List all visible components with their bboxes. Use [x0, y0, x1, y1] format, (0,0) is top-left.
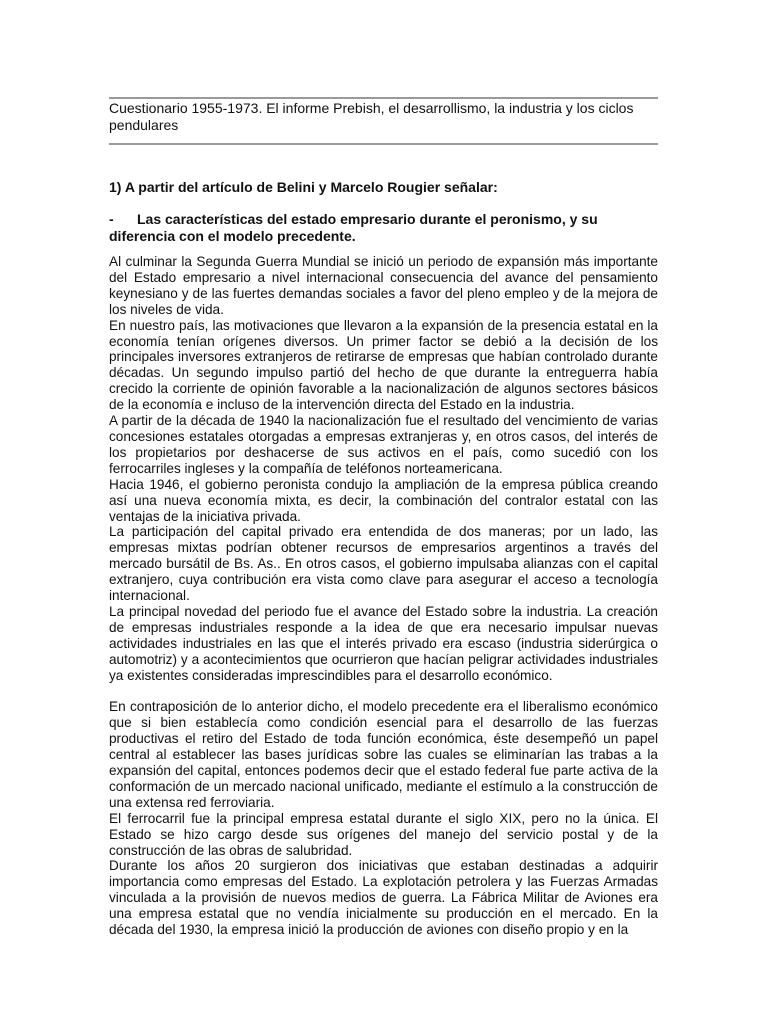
paragraph: Durante los años 20 surgieron dos iniciativas que estaban destinadas a adquirir importancia como empresas del Estado. La explotación petrolera y las Fuerzas Armadas vinculada a la provisión de nuevos medios de guerra. La Fábrica Militar de Aviones era una empresa estatal que no vendía inicialmente su producción en el mercado. En la década del 1930, la empresa inició la producción de aviones con diseño propio y en la — [109, 858, 658, 938]
paragraph: El ferrocarril fue la principal empresa estatal durante el siglo XIX, pero no la única. El Estado se hizo cargo desde sus orígenes del manejo del servicio postal y de la construcción de las obras de salubridad. — [109, 810, 658, 858]
sub-question-text: Las características del estado empresario durante el peronismo, y su diferencia con el modelo precedente. — [109, 211, 598, 244]
paragraph: Hacia 1946, el gobierno peronista condujo la ampliación de la empresa pública creando así una nueva economía mixta, es decir, la combinación del contralor estatal con las ventajas de la iniciativa privada. — [109, 476, 658, 524]
paragraph: A partir de la década de 1940 la nacionalización fue el resultado del vencimiento de varias concesiones estatales otorgadas a empresas extranjeras y, en otros casos, del interés de los propietarios por deshacerse de sus activos en el país, como sucedió con los ferrocarriles ingleses y la compañía de teléfonos norteamericana. — [109, 413, 658, 476]
paragraph: En nuestro país, las motivaciones que llevaron a la expansión de la presencia estatal en la economía tenían orígenes diversos. Un primer factor se debió a la decisión de los principales inversores extranjeros de retirarse de empresas que habían controlado durante décadas. Un segundo impulso partió del hecho de que durante la entreguerra había crecido la corriente de opinión favorable a la nacionalización de algunos sectores básicos de la economía e incluso de la intervención directa del Estado en la industria. — [109, 317, 658, 413]
header-top-rule — [109, 97, 658, 99]
paragraph: La participación del capital privado era entendida de dos maneras; por un lado, las empresas mixtas podrían obtener recursos de empresarios argentinos a través del mercado bursátil de Bs. As.. En otros casos, el gobierno impulsaba alianzas con el capital extranjero, cuya contribución era vista como clave para asegurar el acceso a tecnología internacional. — [109, 524, 658, 604]
document-title: Cuestionario 1955-1973. El informe Prebish, el desarrollismo, la industria y los ciclos pendulares — [109, 100, 634, 133]
sub-question-heading — [109, 211, 658, 245]
header-bottom-rule — [109, 143, 658, 145]
paragraph: Al culminar la Segunda Guerra Mundial se inició un periodo de expansión más importante del Estado empresario a nivel internacional consecuencia del avance del pensamiento keynesiano y de las fuertes demandas sociales a favor del pleno empleo y de la mejora de los niveles de vida. — [109, 254, 658, 317]
paragraph: En contraposición de lo anterior dicho, el modelo precedente era el liberalismo económico que si bien establecía como condición esencial para el desarrollo de las fuerzas productivas el retiro del Estado de toda función económica, éste desempeñó un papel central al establecer las bases jurídicas sobre las cuales se eliminarían las trabas a la expansión del capital, entonces podemos decir que el estado federal fue parte activa de la conformación de un mercado nacional unificado, mediante el estímulo a la construcción de una extensa red ferroviaria. — [109, 699, 658, 810]
sub-question-bullet: - — [109, 211, 114, 227]
question-heading: 1) A partir del artículo de Belini y Marcelo Rougier señalar: — [109, 179, 498, 195]
paragraph: La principal novedad del periodo fue el avance del Estado sobre la industria. La creación de empresas industriales responde a la idea de que era necesario impulsar nuevas actividades industriales en las que el interés privado era escaso (industria siderúrgica o automotriz) y a acontecimientos que ocurrieron que hacían peligrar actividades industriales ya existentes consideradas imprescindibles para el desarrollo económico. — [109, 603, 658, 683]
answer-body — [109, 254, 658, 938]
